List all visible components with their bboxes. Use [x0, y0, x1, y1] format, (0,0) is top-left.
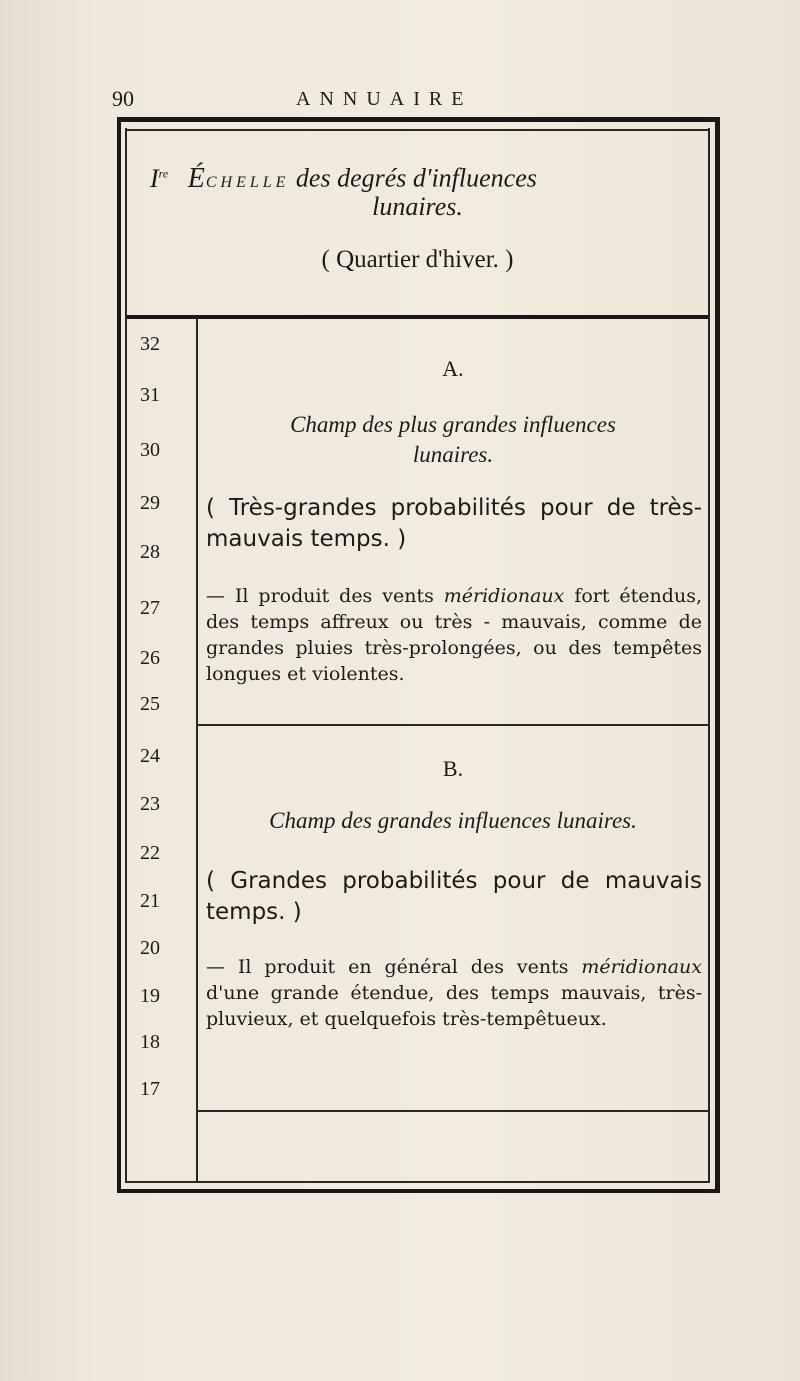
section-b-probability: ( Grandes probabilités pour de mauvais temps. ) — [206, 868, 702, 925]
section-a-probability: ( Très-grandes probabilités pour de très-mauvais temps. ) — [206, 495, 702, 552]
header-divider — [127, 315, 708, 319]
section-a-title: Champ des plus grandes influences lunaires. — [290, 412, 616, 467]
frame-inner-top-rule — [127, 129, 708, 131]
frame-inner-left-rule — [125, 128, 127, 1183]
frame-inner-bottom-rule — [127, 1181, 708, 1183]
section-divider-a — [198, 724, 708, 726]
section-b-title: Champ des grandes influences lunaires. — [269, 808, 637, 833]
scale-title-line2: lunaires. — [372, 192, 463, 221]
section-letter-a: A. — [442, 356, 464, 381]
degree-number: 22 — [140, 842, 160, 864]
running-title: ANNUAIRE — [296, 88, 473, 110]
degree-number: 25 — [140, 693, 160, 715]
scale-ordinal: Ire — [150, 163, 169, 193]
degree-number: 21 — [140, 890, 160, 912]
degree-number: 24 — [140, 745, 160, 767]
section-letter-b: B. — [442, 756, 464, 781]
page-number: 90 — [112, 86, 134, 111]
degree-number: 17 — [140, 1078, 160, 1100]
section-b-description: — Il produit en général des vents méridionaux d'une grande étendue, des temps mauvais, très-pluvieux, et quelquefois très-tempêtueux. — [206, 956, 702, 1030]
degree-number: 23 — [140, 793, 160, 815]
degree-number: 28 — [140, 541, 160, 563]
running-head — [0, 80, 800, 120]
scale-title-line1: des degrés d'influences — [295, 163, 537, 193]
section-a-description: — Il produit des vents méridionaux fort étendus, des temps affreux ou très - mauvais, comme de grandes pluies très-prolongées, ou des tempêtes longues et violentes. — [206, 585, 702, 685]
degree-number: 19 — [140, 985, 160, 1007]
degree-number: 31 — [140, 384, 160, 406]
section-divider-b — [198, 1110, 708, 1112]
scale-word: ÉCHELLE — [187, 162, 290, 194]
frame-inner-right-rule — [708, 128, 710, 1183]
degree-number: 20 — [140, 937, 160, 959]
degree-number: 29 — [140, 492, 160, 514]
degree-number: 30 — [140, 439, 160, 461]
season-subtitle: ( Quartier d'hiver. ) — [321, 246, 514, 273]
degree-number: 18 — [140, 1031, 160, 1053]
degree-number: 32 — [140, 333, 160, 355]
degree-number: 26 — [140, 647, 160, 669]
degree-number: 27 — [140, 597, 160, 619]
